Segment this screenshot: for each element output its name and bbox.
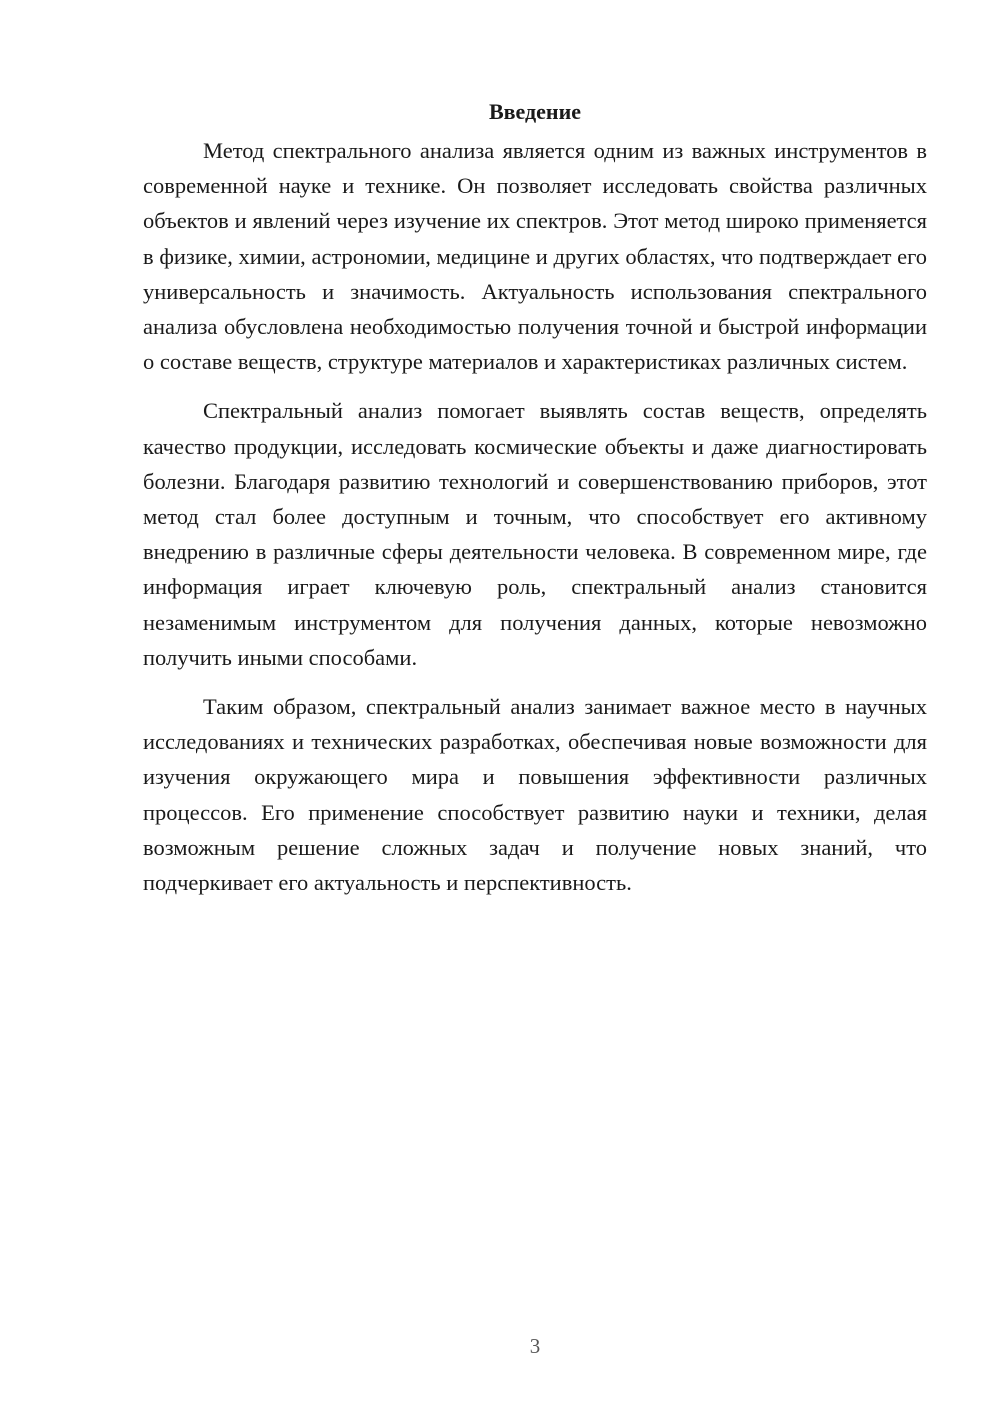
paragraph-3: Таким образом, спектральный анализ занимает важное место в научных исследованиях и технических разработках, обеспечивая новые возможности для изучения окружающего мира и повышения эффективности различных процессов. Его применение способствует развитию науки и техники, делая возможным решение сложных задач и получение новых знаний, что подчеркивает его актуальность и перспективность. — [143, 694, 927, 896]
page-number: 3 — [529, 1334, 541, 1358]
paragraph-1: Метод спектрального анализа является одним из важных инструментов в современной науке и технике. Он позволяет исследовать свойства различных объектов и явлений через изучение их спектров. Этот метод широко применяется в физике, химии, астрономии, медицине и других областях, что подтверждает его универсальность и значимость. Актуальность использования спектрального анализа обусловлена необходимостью получения точной и быстрой информации о составе веществ, структуре материалов и характеристиках различных систем. — [143, 138, 927, 375]
page-content — [143, 94, 927, 900]
section-heading: Введение — [488, 99, 582, 124]
paragraph-2: Спектральный анализ помогает выявлять состав веществ, определять качество продукции, исследовать космические объекты и даже диагностировать болезни. Благодаря развитию технологий и совершенствованию приборов, этот метод стал более доступным и точным, что способствует его активному внедрению в различные сферы деятельности человека. В современном мире, где информация играет ключевую роль, спектральный анализ становится незаменимым инструментом для получения данных, которые невозможно получить иными способами. — [143, 398, 927, 670]
